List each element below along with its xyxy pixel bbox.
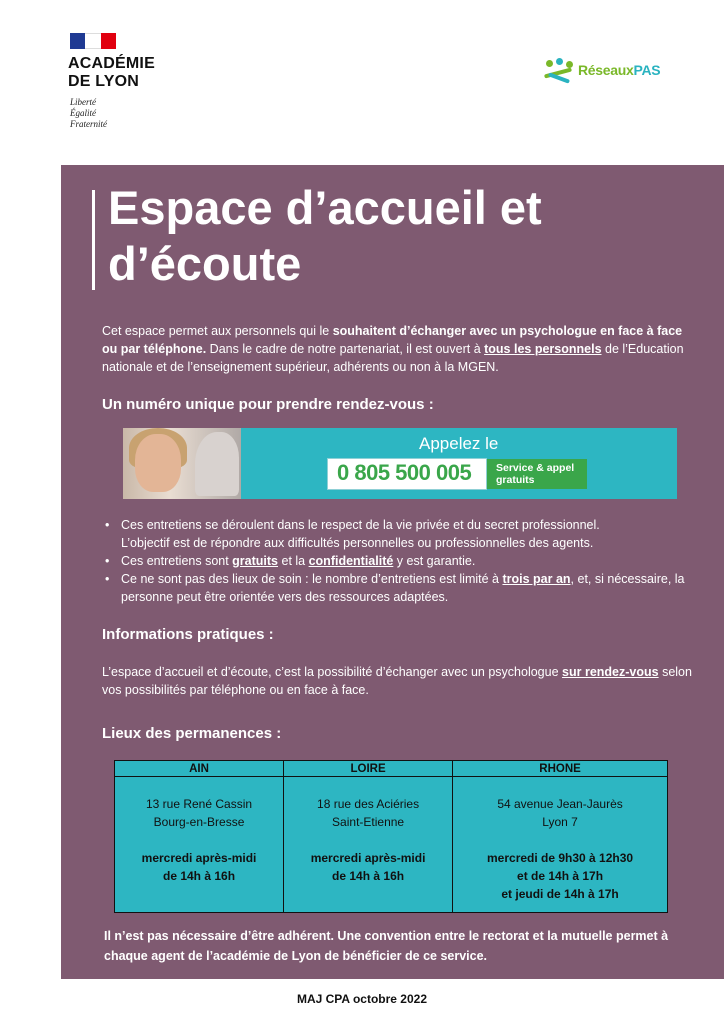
bullet-free-text-2: et la	[278, 554, 309, 568]
intro-paragraph	[102, 322, 694, 376]
locations-table	[114, 760, 668, 913]
cell-loire	[284, 777, 453, 913]
bullet-free	[105, 552, 695, 570]
loire-hours-2: de 14h à 16h	[332, 869, 405, 883]
practical-text-1: L’espace d’accueil et d’écoute, c’est la possibilité d’échanger avec un psychologue	[102, 665, 563, 679]
bullet-privacy	[105, 516, 695, 552]
phone-number[interactable]: 0 805 500 005	[337, 460, 472, 485]
page-title	[108, 180, 698, 292]
locations-heading: Lieux des permanences :	[102, 725, 282, 742]
membership-footnote: Il n’est pas nécessaire d’être adhérent. Une convention entre le rectorat et la mutuelle permet à chaque agent de l’académie de Lyon de bénéficier de ce service.	[104, 929, 669, 963]
academy-line-2: DE LYON	[68, 73, 140, 90]
phone-heading: Un numéro unique pour prendre rendez-vous :	[102, 396, 434, 413]
bullet-free-text-3: y est garantie.	[393, 554, 476, 568]
free-service-badge	[487, 459, 587, 489]
title-accent-bar	[92, 190, 95, 290]
phone-banner	[123, 428, 677, 499]
bullet-free-underline-1: gratuits	[232, 554, 279, 568]
bullet-free-text-1: Ces entretiens sont	[121, 554, 233, 568]
bullet-free-underline-2: confidentialité	[308, 554, 394, 568]
people-network-icon	[544, 58, 574, 82]
motto-fraternite: Fraternité	[70, 119, 107, 129]
cell-ain	[115, 777, 284, 913]
title-line-2: d’écoute	[108, 237, 302, 290]
ain-hours-1: mercredi après-midi	[141, 851, 257, 865]
intro-text-2: Dans le cadre de notre partenariat, il est ouvert à	[206, 342, 485, 356]
practical-paragraph	[102, 663, 694, 699]
update-note: MAJ CPA octobre 2022	[296, 992, 428, 1006]
rhone-city: Lyon 7	[542, 815, 578, 829]
intro-text-1: Cet espace permet aux personnels qui le	[102, 324, 333, 338]
academy-line-1: ACADÉMIE	[68, 55, 155, 72]
loire-city: Saint-Etienne	[332, 815, 405, 829]
logo-text-pas: PAS	[633, 62, 661, 78]
practical-underline: sur rendez-vous	[562, 665, 659, 679]
rhone-hours-2: et de 14h à 17h	[517, 869, 604, 883]
motto-egalite: Égalité	[70, 108, 96, 118]
bullet-limit-text-2: , et, si nécessaire, la personne peut être orientée vers des ressources adaptées.	[121, 572, 685, 604]
loire-hours-1: mercredi après-midi	[310, 851, 426, 865]
ain-address: 13 rue René Cassin	[145, 797, 253, 811]
motto-liberte: Liberté	[70, 97, 96, 107]
bullet-privacy-line-2: L’objectif est de répondre aux difficultés personnelles ou professionnelles des agents.	[121, 536, 594, 550]
page-header	[0, 0, 724, 165]
practical-text-2: selon vos possibilités par téléphone ou en face à face.	[102, 665, 692, 697]
title-line-1: Espace d’accueil et	[108, 181, 542, 234]
psychologist-photo	[123, 428, 241, 499]
service-line-2: gratuits	[496, 474, 535, 486]
table-header-row	[115, 761, 668, 777]
ain-city: Bourg-en-Bresse	[153, 815, 245, 829]
intro-underline: tous les personnels	[484, 342, 602, 356]
loire-address: 18 rue des Aciéries	[317, 797, 420, 811]
practical-heading: Informations pratiques :	[102, 626, 274, 643]
rhone-address: 54 avenue Jean-Jaurès	[497, 797, 623, 811]
logo-text	[578, 62, 660, 78]
academy-name	[68, 55, 155, 91]
col-header-ain: AIN	[115, 761, 284, 777]
col-header-rhone: RHONE	[453, 761, 668, 777]
rhone-hours-3: et jeudi de 14h à 17h	[501, 887, 619, 901]
bullet-privacy-line-1: Ces entretiens se déroulent dans le respect de la vie privée et du secret professionnel.	[121, 518, 600, 532]
bullet-limit-underline: trois par an	[502, 572, 571, 586]
service-line-1: Service & appel	[496, 462, 575, 474]
reseaux-pas-logo	[544, 58, 660, 82]
table-row	[115, 777, 668, 913]
bullet-limit-text-1: Ce ne sont pas des lieux de soin : le nombre d’entretiens est limité à	[121, 572, 503, 586]
call-label: Appelez le	[419, 434, 499, 453]
col-header-loire: LOIRE	[284, 761, 453, 777]
bullet-limit	[105, 570, 695, 606]
republic-motto	[70, 97, 107, 130]
intro-text-3: de l’Education nationale et de l’enseignement supérieur, adhérents ou non à la MGEN.	[102, 342, 684, 374]
info-bullets	[105, 516, 695, 606]
logo-text-reseaux: Réseaux	[578, 62, 634, 78]
rhone-hours-1: mercredi de 9h30 à 12h30	[487, 851, 634, 865]
ain-hours-2: de 14h à 16h	[163, 869, 236, 883]
cell-rhone	[453, 777, 668, 913]
intro-bold: souhaitent d’échanger avec un psychologue en face à face ou par téléphone.	[102, 324, 683, 356]
french-flag-icon	[70, 33, 116, 49]
